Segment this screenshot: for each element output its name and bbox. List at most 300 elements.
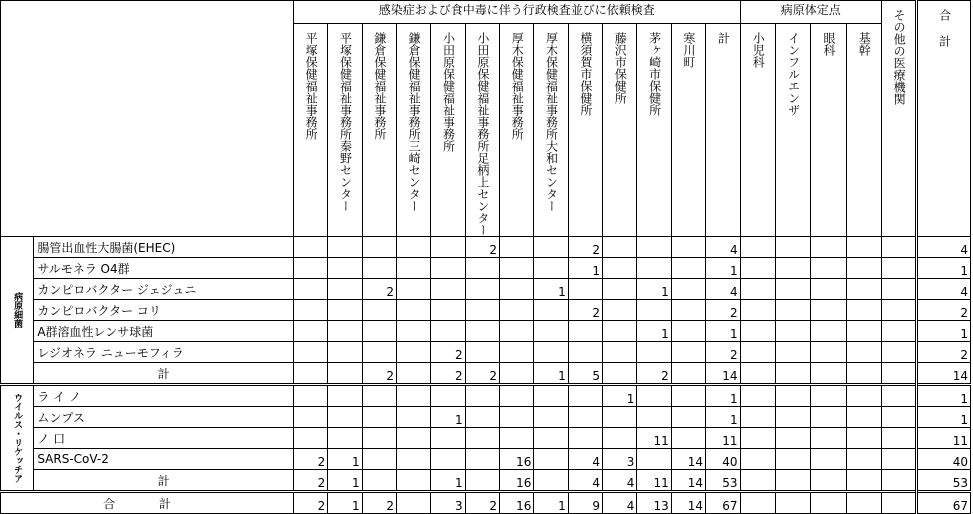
value-cell: 2 (465, 237, 499, 258)
value-cell (811, 258, 846, 279)
value-cell (881, 363, 916, 385)
value-cell: 1 (706, 385, 741, 407)
table-row (1, 428, 971, 449)
value-cell (881, 300, 916, 321)
value-cell (671, 363, 705, 385)
value-cell (293, 385, 327, 407)
header-admin-col: 厚木保健福祉事務所 (500, 24, 534, 237)
value-cell: 4 (706, 237, 741, 258)
value-cell (775, 449, 810, 470)
value-cell (740, 492, 775, 514)
value-cell (362, 428, 396, 449)
value-cell (881, 258, 916, 279)
value-cell (534, 449, 568, 470)
value-cell (500, 237, 534, 258)
value-cell (500, 300, 534, 321)
header-admin-col: 茅ヶ崎市保健所 (637, 24, 671, 237)
value-cell (881, 407, 916, 428)
value-cell: 2 (431, 363, 465, 385)
value-cell: 2 (465, 363, 499, 385)
value-cell (603, 237, 637, 258)
value-cell (740, 237, 775, 258)
value-cell: 1 (328, 492, 362, 514)
value-cell: 16 (500, 492, 534, 514)
value-cell (293, 342, 327, 363)
value-cell (500, 363, 534, 385)
value-cell (465, 300, 499, 321)
value-cell (811, 342, 846, 363)
value-cell (775, 279, 810, 300)
value-cell (775, 492, 810, 514)
value-cell: 4 (706, 279, 741, 300)
table-row (1, 321, 971, 342)
value-cell: 11 (637, 470, 671, 492)
value-cell (811, 449, 846, 470)
value-cell: 11 (706, 428, 741, 449)
row-total-cell: 1 (917, 258, 971, 279)
value-cell (603, 407, 637, 428)
value-cell (846, 492, 881, 514)
value-cell: 13 (637, 492, 671, 514)
value-cell (671, 258, 705, 279)
value-cell (637, 407, 671, 428)
row-total-cell: 2 (917, 342, 971, 363)
value-cell (396, 279, 430, 300)
value-cell (431, 279, 465, 300)
value-cell (671, 342, 705, 363)
header-admin-col: 寒川町 (671, 24, 705, 237)
value-cell: 4 (568, 470, 602, 492)
value-cell (534, 428, 568, 449)
row-total-cell: 2 (917, 300, 971, 321)
value-cell (396, 321, 430, 342)
pathogen-name: 腸管出血性大腸菌(EHEC) (34, 237, 294, 258)
value-cell (846, 428, 881, 449)
value-cell (568, 385, 602, 407)
subtotal-row (1, 470, 971, 492)
pathogen-name: ノ 口 (34, 428, 294, 449)
value-cell: 2 (293, 470, 327, 492)
value-cell (396, 258, 430, 279)
value-cell: 40 (706, 449, 741, 470)
value-cell: 1 (568, 258, 602, 279)
value-cell: 2 (362, 363, 396, 385)
header-corner (1, 1, 294, 237)
value-cell (396, 363, 430, 385)
value-cell: 2 (293, 449, 327, 470)
header-other-medical: その他の医療機関 (881, 1, 916, 237)
value-cell (293, 300, 327, 321)
pathogen-name: カンピロバクター ジェジュニ (34, 279, 294, 300)
pathogen-name: レジオネラ ニューモフィラ (34, 342, 294, 363)
value-cell (775, 407, 810, 428)
value-cell (811, 279, 846, 300)
value-cell: 16 (500, 449, 534, 470)
value-cell: 14 (671, 470, 705, 492)
value-cell (637, 385, 671, 407)
pathogen-name: ムンプス (34, 407, 294, 428)
value-cell (362, 407, 396, 428)
row-total-cell: 67 (917, 492, 971, 514)
grand-total-row (1, 492, 971, 514)
value-cell (500, 342, 534, 363)
value-cell (775, 300, 810, 321)
value-cell: 4 (603, 492, 637, 514)
pathogen-name: カンピロバクター コリ (34, 300, 294, 321)
value-cell (740, 407, 775, 428)
table-row (1, 407, 971, 428)
value-cell (811, 470, 846, 492)
value-cell (396, 237, 430, 258)
value-cell: 1 (637, 321, 671, 342)
table-row (1, 279, 971, 300)
value-cell (534, 385, 568, 407)
header-admin-col: 厚木保健福祉事務所大和センター (534, 24, 568, 237)
value-cell (500, 385, 534, 407)
value-cell (846, 258, 881, 279)
header-admin-col: 鎌倉保健福祉事務所 (362, 24, 396, 237)
value-cell: 67 (706, 492, 741, 514)
value-cell (775, 428, 810, 449)
header-admin-col: 小田原保健福祉事務所 (431, 24, 465, 237)
section-group (1, 385, 971, 492)
value-cell: 1 (603, 385, 637, 407)
value-cell (881, 492, 916, 514)
value-cell (568, 342, 602, 363)
value-cell: 14 (671, 449, 705, 470)
value-cell (534, 321, 568, 342)
header-sentinel-col: 小児科 (740, 24, 775, 237)
value-cell (396, 470, 430, 492)
value-cell (328, 300, 362, 321)
value-cell (534, 470, 568, 492)
header-sentinel-col: 眼科 (811, 24, 846, 237)
value-cell (500, 258, 534, 279)
value-cell: 2 (362, 279, 396, 300)
value-cell (881, 321, 916, 342)
value-cell (431, 258, 465, 279)
value-cell (603, 279, 637, 300)
value-cell: 1 (706, 258, 741, 279)
value-cell: 4 (568, 449, 602, 470)
value-cell: 2 (568, 237, 602, 258)
value-cell (775, 385, 810, 407)
value-cell (431, 300, 465, 321)
value-cell (328, 237, 362, 258)
header-sentinel-group: 病原体定点 (740, 1, 881, 24)
value-cell: 2 (293, 492, 327, 514)
value-cell (740, 258, 775, 279)
value-cell: 1 (637, 279, 671, 300)
value-cell (534, 407, 568, 428)
value-cell: 1 (328, 449, 362, 470)
value-cell (362, 300, 396, 321)
value-cell (293, 428, 327, 449)
subtotal-label: 計 (34, 363, 294, 385)
row-total-cell: 1 (917, 407, 971, 428)
value-cell (328, 385, 362, 407)
value-cell: 53 (706, 470, 741, 492)
value-cell (362, 342, 396, 363)
value-cell (500, 279, 534, 300)
value-cell (362, 321, 396, 342)
value-cell (775, 363, 810, 385)
header-sentinel-col: 基幹 (846, 24, 881, 237)
header-admin-col: 小田原保健福祉事務所足柄上センター (465, 24, 499, 237)
value-cell (603, 258, 637, 279)
value-cell (431, 428, 465, 449)
value-cell (811, 407, 846, 428)
row-total-cell: 40 (917, 449, 971, 470)
value-cell: 1 (534, 363, 568, 385)
value-cell (775, 321, 810, 342)
value-cell (846, 279, 881, 300)
value-cell (293, 237, 327, 258)
value-cell (671, 300, 705, 321)
value-cell (881, 342, 916, 363)
value-cell (465, 279, 499, 300)
value-cell: 14 (671, 492, 705, 514)
row-total-cell: 14 (917, 363, 971, 385)
value-cell (846, 300, 881, 321)
value-cell (328, 279, 362, 300)
pathogen-name: サルモネラ O4群 (34, 258, 294, 279)
table-body (1, 492, 971, 514)
value-cell (396, 449, 430, 470)
value-cell: 1 (431, 407, 465, 428)
value-cell (431, 385, 465, 407)
value-cell: 14 (706, 363, 741, 385)
value-cell (396, 342, 430, 363)
value-cell: 2 (706, 300, 741, 321)
value-cell: 1 (431, 470, 465, 492)
value-cell (568, 428, 602, 449)
value-cell (500, 407, 534, 428)
value-cell (811, 300, 846, 321)
grand-total-label: 合 計 (1, 492, 294, 514)
value-cell (811, 492, 846, 514)
value-cell (740, 428, 775, 449)
value-cell (671, 279, 705, 300)
value-cell (775, 342, 810, 363)
header-admin-col: 藤沢市保健所 (603, 24, 637, 237)
value-cell (603, 428, 637, 449)
row-total-cell: 4 (917, 237, 971, 258)
row-total-cell: 4 (917, 279, 971, 300)
value-cell (465, 342, 499, 363)
value-cell (396, 407, 430, 428)
value-cell (671, 407, 705, 428)
table-row (1, 449, 971, 470)
value-cell: 2 (637, 363, 671, 385)
value-cell (534, 258, 568, 279)
value-cell (740, 385, 775, 407)
value-cell (362, 470, 396, 492)
value-cell (293, 321, 327, 342)
header-sentinel-col: インフルエンザ (775, 24, 810, 237)
table-row (1, 258, 971, 279)
header-admin-col: 横須賀市保健所 (568, 24, 602, 237)
value-cell: 2 (706, 342, 741, 363)
header-admin-col: 平塚保健福祉事務所秦野センター (328, 24, 362, 237)
value-cell (637, 258, 671, 279)
row-total-cell: 1 (917, 321, 971, 342)
table-header (1, 1, 971, 237)
value-cell (603, 300, 637, 321)
value-cell (396, 300, 430, 321)
value-cell (396, 428, 430, 449)
value-cell (431, 237, 465, 258)
value-cell (603, 321, 637, 342)
value-cell (328, 407, 362, 428)
value-cell (396, 492, 430, 514)
value-cell (465, 449, 499, 470)
value-cell: 3 (603, 449, 637, 470)
value-cell (811, 363, 846, 385)
value-cell (846, 470, 881, 492)
value-cell (811, 321, 846, 342)
value-cell (328, 321, 362, 342)
value-cell (465, 470, 499, 492)
table-row (1, 237, 971, 258)
value-cell (846, 363, 881, 385)
value-cell: 1 (706, 321, 741, 342)
value-cell (568, 407, 602, 428)
header-admin-col: 計 (706, 24, 741, 237)
value-cell (846, 385, 881, 407)
table-row (1, 342, 971, 363)
value-cell (671, 428, 705, 449)
category-label: ウイルス・リケッチア (1, 385, 34, 492)
value-cell (500, 428, 534, 449)
value-cell: 1 (534, 279, 568, 300)
table-row (1, 385, 971, 407)
value-cell (362, 258, 396, 279)
value-cell (431, 449, 465, 470)
section-group (1, 237, 971, 385)
value-cell: 5 (568, 363, 602, 385)
value-cell (637, 300, 671, 321)
value-cell (775, 470, 810, 492)
header-admin-col: 鎌倉保健福祉事務所三崎センター (396, 24, 430, 237)
value-cell (534, 342, 568, 363)
value-cell (740, 342, 775, 363)
value-cell (775, 258, 810, 279)
value-cell (465, 428, 499, 449)
value-cell (775, 237, 810, 258)
value-cell (811, 428, 846, 449)
value-cell (811, 237, 846, 258)
value-cell (740, 470, 775, 492)
value-cell (328, 363, 362, 385)
value-cell (637, 449, 671, 470)
value-cell (431, 321, 465, 342)
value-cell (362, 385, 396, 407)
value-cell (881, 279, 916, 300)
value-cell: 16 (500, 470, 534, 492)
value-cell (534, 237, 568, 258)
value-cell (846, 449, 881, 470)
row-total-cell: 11 (917, 428, 971, 449)
header-admin-group: 感染症および食中毒に伴う行政検査並びに依頼検査 (293, 1, 740, 24)
value-cell (846, 237, 881, 258)
value-cell (500, 321, 534, 342)
value-cell (637, 342, 671, 363)
value-cell (881, 237, 916, 258)
value-cell (846, 321, 881, 342)
value-cell (568, 321, 602, 342)
value-cell (881, 449, 916, 470)
value-cell (465, 321, 499, 342)
value-cell (740, 279, 775, 300)
value-cell (881, 470, 916, 492)
pathogen-name: ラ イ ノ (34, 385, 294, 407)
value-cell (465, 407, 499, 428)
value-cell: 2 (362, 492, 396, 514)
value-cell (293, 363, 327, 385)
value-cell (846, 342, 881, 363)
category-label: 病原細菌 (1, 237, 34, 385)
value-cell: 9 (568, 492, 602, 514)
value-cell (671, 237, 705, 258)
value-cell (881, 385, 916, 407)
value-cell (568, 279, 602, 300)
value-cell (603, 342, 637, 363)
value-cell (846, 407, 881, 428)
value-cell (465, 258, 499, 279)
value-cell: 4 (603, 470, 637, 492)
header-admin-col: 平塚保健福祉事務所 (293, 24, 327, 237)
value-cell (328, 428, 362, 449)
value-cell: 2 (465, 492, 499, 514)
value-cell (740, 321, 775, 342)
value-cell (671, 385, 705, 407)
header-grand-total: 合計 (917, 1, 971, 237)
value-cell (293, 407, 327, 428)
value-cell (362, 237, 396, 258)
value-cell (671, 321, 705, 342)
row-total-cell: 53 (917, 470, 971, 492)
value-cell (740, 449, 775, 470)
value-cell (740, 363, 775, 385)
value-cell: 1 (534, 492, 568, 514)
value-cell (637, 237, 671, 258)
pathogen-name: SARS-CoV-2 (34, 449, 294, 470)
value-cell (603, 363, 637, 385)
value-cell (293, 258, 327, 279)
value-cell: 3 (431, 492, 465, 514)
row-total-cell: 1 (917, 385, 971, 407)
value-cell (811, 385, 846, 407)
value-cell: 1 (706, 407, 741, 428)
value-cell (396, 385, 430, 407)
value-cell (740, 300, 775, 321)
table-row (1, 300, 971, 321)
value-cell (534, 300, 568, 321)
value-cell (328, 342, 362, 363)
value-cell (293, 279, 327, 300)
value-cell (881, 428, 916, 449)
subtotal-row (1, 363, 971, 385)
value-cell (328, 258, 362, 279)
value-cell (362, 449, 396, 470)
value-cell (465, 385, 499, 407)
value-cell: 2 (568, 300, 602, 321)
value-cell: 11 (637, 428, 671, 449)
pathogen-name: A群溶血性レンサ球菌 (34, 321, 294, 342)
value-cell: 1 (328, 470, 362, 492)
value-cell: 2 (431, 342, 465, 363)
